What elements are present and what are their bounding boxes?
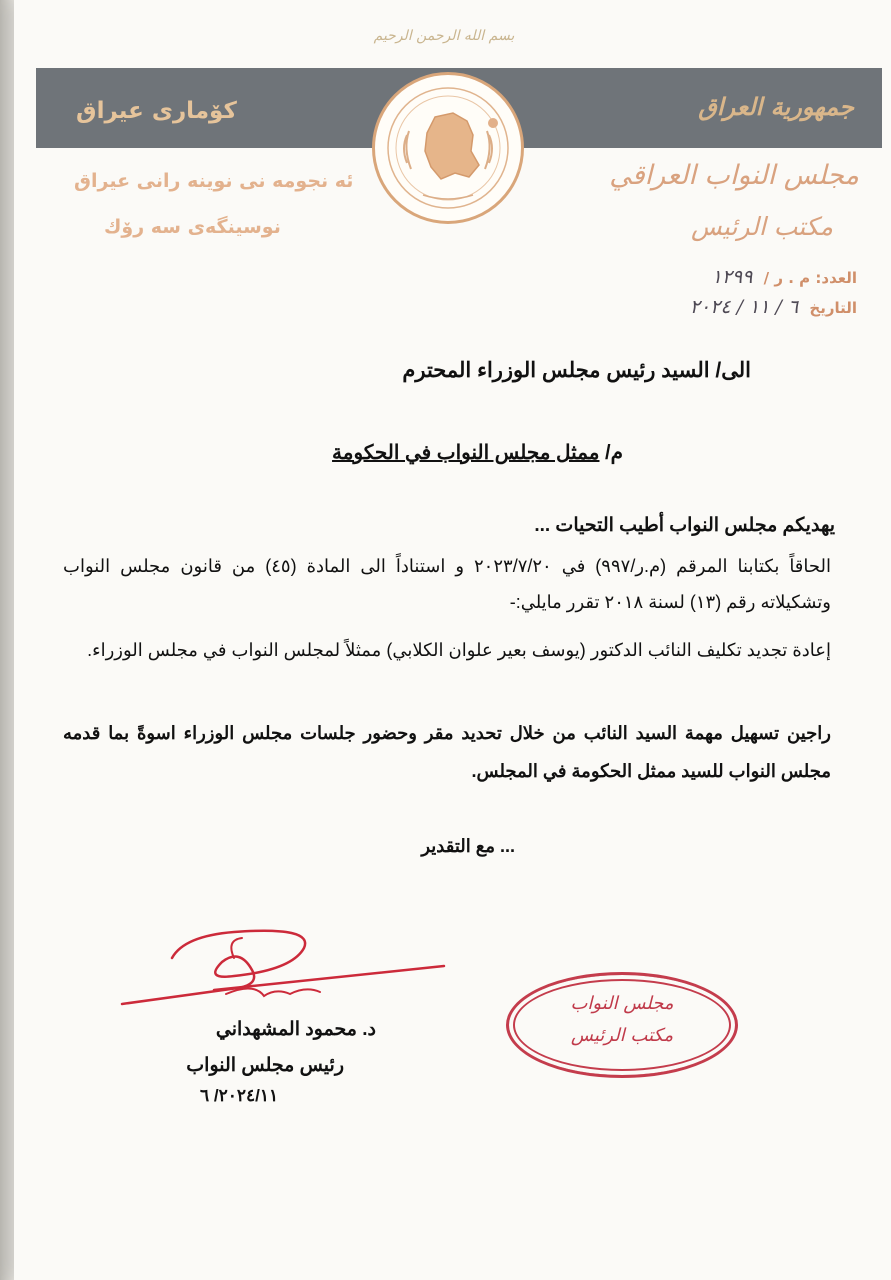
- office-stamp: [506, 972, 738, 1078]
- iraq-map-icon: [375, 75, 521, 221]
- office-arabic: مكتب الرئيس: [691, 212, 833, 241]
- council-arabic: مجلس النواب العراقي: [609, 160, 859, 191]
- recipient-line: الى/ السيد رئيس مجلس الوزراء المحترم: [402, 359, 751, 382]
- office-kurdish: نوسینگه‌ی سه رۆك: [104, 216, 281, 238]
- handwritten-signature: [114, 918, 454, 1018]
- republic-kurdish: كۆماری عیراق: [76, 98, 237, 124]
- greeting: يهديكم مجلس النواب أطيب التحيات ...: [534, 515, 835, 536]
- body-paragraph-1: الحاقاً بكتابنا المرقم (م.ر/٩٩٧) في ٢٠٢٣/٧/٢٠ و استناداً الى المادة (٤٥) من قانون مجلس النواب وتشكيلاته رقم (١٣) لسنة ٢٠١٨ تقرر مايلي:-: [63, 556, 831, 612]
- stamp-line-1: مجلس النواب: [570, 993, 674, 1014]
- signature-date: ٢٠٢٤/١١/ ٦: [200, 1086, 279, 1105]
- council-kurdish: ئه نجومه نی نوینه رانی عیراق: [74, 170, 354, 192]
- republic-arabic: جمهورية العراق: [698, 92, 854, 121]
- body-paragraph-2: إعادة تجديد تكليف النائب الدكتور (يوسف بعير علوان الكلابي) ممثلاً لمجلس النواب في مجلس الوزراء.: [87, 640, 831, 660]
- letter-page: [14, 0, 891, 1280]
- reference-date-line: [690, 296, 857, 318]
- closing-regards: ... مع التقدير: [421, 836, 515, 856]
- body-paragraph-3: راجين تسهيل مهمة السيد النائب من خلال تحديد مقر وحضور جلسات مجلس الوزراء اسوةً بما قدمه مجلس النواب للسيد ممثل الحكومة في المجلس.: [63, 723, 831, 781]
- reference-number-line: [712, 266, 857, 288]
- signatory-name: د. محمود المشهداني: [215, 1019, 376, 1040]
- subject-prefix: م/: [605, 442, 623, 464]
- page-edge-shadow: [0, 0, 14, 1280]
- number-prefix: م . ر /: [763, 269, 811, 287]
- number-value: ١٢٩٩: [711, 266, 753, 288]
- subject-line: [332, 440, 623, 465]
- date-label: التاريخ: [809, 299, 857, 317]
- basmala: بسم الله الرحمن الرحيم: [373, 28, 515, 44]
- stamp-line-2: مكتب الرئيس: [570, 1025, 674, 1046]
- parliament-emblem-logo: [372, 72, 524, 224]
- subject-text: ممثل مجلس النواب في الحكومة: [332, 442, 600, 464]
- date-value: ٦ / ١١ / ٢٠٢٤: [689, 296, 799, 318]
- number-label: العدد:: [815, 269, 857, 287]
- signatory-title: رئيس مجلس النواب: [186, 1055, 344, 1076]
